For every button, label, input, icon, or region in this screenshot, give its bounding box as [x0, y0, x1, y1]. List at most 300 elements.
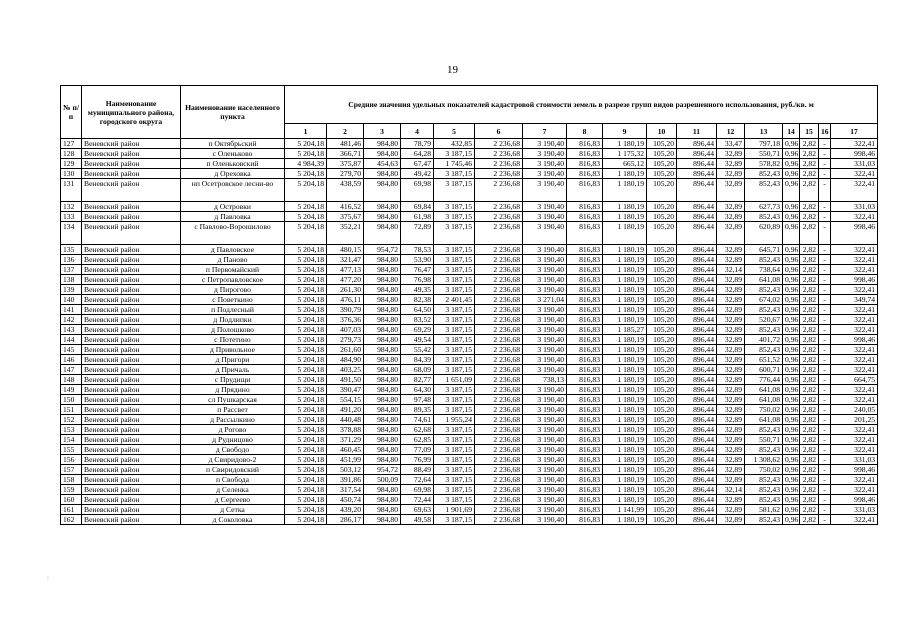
value-cell-group-5: 3 187,15 — [434, 325, 475, 335]
value-cell-group-17: 664,75 — [831, 375, 878, 385]
value-cell-group-15: 2,82 — [800, 345, 819, 355]
value-cell-group-16: - — [819, 395, 831, 405]
value-cell-group-15: 2,82 — [800, 275, 819, 285]
value-cell-group-16: - — [819, 335, 831, 345]
value-cell-group-2: 440,48 — [327, 415, 364, 425]
municipality-cell: Веневский район — [82, 169, 181, 179]
value-cell-group-6: 2 236,68 — [475, 222, 523, 245]
settlement-cell: д Пригори — [181, 355, 285, 365]
value-cell-group-17: 322,41 — [831, 315, 878, 325]
value-cell-group-14: 0,96 — [783, 295, 800, 305]
page-number: 19 — [447, 64, 458, 76]
municipality-cell: Веневский район — [82, 345, 181, 355]
value-cell-group-3: 984,80 — [364, 505, 401, 515]
value-cell-group-14: 0,96 — [783, 212, 800, 222]
row-number: 141 — [61, 305, 82, 315]
value-cell-group-15: 2,82 — [800, 285, 819, 295]
value-cell-group-9: 1 180,19 — [603, 445, 647, 455]
value-cell-group-11: 896,44 — [677, 415, 717, 425]
value-cell-group-12: 32,89 — [717, 325, 745, 335]
value-cell-group-11: 896,44 — [677, 149, 717, 159]
value-cell-group-16: - — [819, 202, 831, 212]
value-cell-group-1: 5 204,18 — [285, 395, 327, 405]
value-cell-group-16: - — [819, 345, 831, 355]
value-cell-group-7: 3 190,40 — [523, 139, 567, 149]
municipality-cell: Веневский район — [82, 335, 181, 345]
value-cell-group-17: 322,41 — [831, 212, 878, 222]
row-number: 149 — [61, 385, 82, 395]
value-cell-group-5: 3 187,15 — [434, 245, 475, 255]
value-cell-group-14: 0,96 — [783, 285, 800, 295]
value-cell-group-8: 816,83 — [567, 485, 603, 495]
settlement-cell: п Рассвет — [181, 405, 285, 415]
value-cell-group-10: 105,20 — [647, 315, 677, 325]
value-cell-group-4: 64,30 — [401, 385, 434, 395]
table-row — [61, 202, 878, 212]
value-cell-group-1: 5 204,18 — [285, 385, 327, 395]
value-cell-group-16: - — [819, 445, 831, 455]
table-row — [61, 425, 878, 435]
value-cell-group-13: 852,43 — [745, 345, 783, 355]
value-cell-group-15: 2,82 — [800, 169, 819, 179]
row-number: 138 — [61, 275, 82, 285]
row-number: 161 — [61, 505, 82, 515]
value-cell-group-13: 520,67 — [745, 315, 783, 325]
value-cell-group-6: 2 236,68 — [475, 485, 523, 495]
value-cell-group-1: 5 204,18 — [285, 179, 327, 202]
value-cell-group-1: 5 204,18 — [285, 139, 327, 149]
value-cell-group-14: 0,96 — [783, 255, 800, 265]
value-cell-group-2: 554,15 — [327, 395, 364, 405]
value-cell-group-5: 2 401,45 — [434, 295, 475, 305]
value-cell-group-7: 3 190,40 — [523, 149, 567, 159]
value-cell-group-14: 0,96 — [783, 149, 800, 159]
value-cell-group-16: - — [819, 222, 831, 245]
value-cell-group-17: 322,41 — [831, 255, 878, 265]
value-cell-group-13: 852,43 — [745, 169, 783, 179]
value-cell-group-12: 32,89 — [717, 425, 745, 435]
value-cell-group-16: - — [819, 515, 831, 525]
value-cell-group-10: 105,20 — [647, 245, 677, 255]
value-cell-group-15: 2,82 — [800, 325, 819, 335]
header-group-14: 14 — [783, 124, 800, 139]
value-cell-group-6: 2 236,68 — [475, 405, 523, 415]
value-cell-group-1: 5 204,18 — [285, 212, 327, 222]
value-cell-group-3: 984,80 — [364, 445, 401, 455]
value-cell-group-14: 0,96 — [783, 415, 800, 425]
value-cell-group-4: 68,09 — [401, 365, 434, 375]
value-cell-group-14: 0,96 — [783, 305, 800, 315]
settlement-cell: с Павлово-Ворошилово — [181, 222, 285, 245]
value-cell-group-17: 331,03 — [831, 505, 878, 515]
table-row — [61, 305, 878, 315]
header-group-2: 2 — [327, 124, 364, 139]
value-cell-group-11: 896,44 — [677, 395, 717, 405]
value-cell-group-11: 896,44 — [677, 475, 717, 485]
value-cell-group-2: 391,86 — [327, 475, 364, 485]
value-cell-group-7: 3 190,40 — [523, 485, 567, 495]
row-number: 139 — [61, 285, 82, 295]
table-row — [61, 325, 878, 335]
value-cell-group-4: 82,38 — [401, 295, 434, 305]
value-cell-group-15: 2,82 — [800, 255, 819, 265]
settlement-cell: д Селенка — [181, 485, 285, 495]
value-cell-group-5: 3 187,15 — [434, 305, 475, 315]
value-cell-group-6: 2 236,68 — [475, 212, 523, 222]
value-cell-group-1: 5 204,18 — [285, 455, 327, 465]
value-cell-group-4: 89,35 — [401, 405, 434, 415]
value-cell-group-12: 32,89 — [717, 275, 745, 285]
value-cell-group-1: 5 204,18 — [285, 475, 327, 485]
value-cell-group-17: 322,41 — [831, 445, 878, 455]
value-cell-group-1: 5 204,18 — [285, 305, 327, 315]
value-cell-group-16: - — [819, 475, 831, 485]
value-cell-group-15: 2,82 — [800, 425, 819, 435]
row-number: 147 — [61, 365, 82, 375]
value-cell-group-15: 2,82 — [800, 265, 819, 275]
value-cell-group-15: 2,82 — [800, 295, 819, 305]
value-cell-group-9: 1 180,19 — [603, 345, 647, 355]
header-settlement: Наименование населенного пункта — [181, 86, 285, 139]
value-cell-group-11: 896,44 — [677, 485, 717, 495]
value-cell-group-12: 32,89 — [717, 515, 745, 525]
value-cell-group-8: 816,83 — [567, 295, 603, 305]
value-cell-group-1: 5 204,18 — [285, 335, 327, 345]
municipality-cell: Веневский район — [82, 485, 181, 495]
value-cell-group-6: 2 236,68 — [475, 285, 523, 295]
municipality-cell: Веневский район — [82, 495, 181, 505]
value-cell-group-5: 3 187,15 — [434, 405, 475, 415]
value-cell-group-7: 3 190,40 — [523, 455, 567, 465]
value-cell-group-10: 105,20 — [647, 485, 677, 495]
value-cell-group-6: 2 236,68 — [475, 365, 523, 375]
value-cell-group-15: 2,82 — [800, 149, 819, 159]
table-row — [61, 355, 878, 365]
table-row — [61, 285, 878, 295]
value-cell-group-6: 2 236,68 — [475, 139, 523, 149]
value-cell-group-9: 1 180,19 — [603, 295, 647, 305]
value-cell-group-5: 3 187,15 — [434, 149, 475, 159]
municipality-cell: Веневский район — [82, 455, 181, 465]
header-group-12: 12 — [717, 124, 745, 139]
municipality-cell: Веневский район — [82, 202, 181, 212]
value-cell-group-10: 105,20 — [647, 169, 677, 179]
value-cell-group-17: 322,41 — [831, 179, 878, 202]
value-cell-group-11: 896,44 — [677, 159, 717, 169]
settlement-cell: с Петропавловское — [181, 275, 285, 285]
value-cell-group-5: 3 187,15 — [434, 355, 475, 365]
header-group-4: 4 — [401, 124, 434, 139]
settlement-cell: д Прядино — [181, 385, 285, 395]
value-cell-group-3: 984,80 — [364, 485, 401, 495]
row-number: 152 — [61, 415, 82, 425]
value-cell-group-1: 5 204,18 — [285, 325, 327, 335]
row-number: 153 — [61, 425, 82, 435]
value-cell-group-16: - — [819, 149, 831, 159]
settlement-cell: п Первомайский — [181, 265, 285, 275]
value-cell-group-15: 2,82 — [800, 202, 819, 212]
value-cell-group-13: 578,82 — [745, 159, 783, 169]
value-cell-group-14: 0,96 — [783, 375, 800, 385]
value-cell-group-13: 620,89 — [745, 222, 783, 245]
value-cell-group-9: 1 180,19 — [603, 285, 647, 295]
table-row — [61, 505, 878, 515]
value-cell-group-11: 896,44 — [677, 385, 717, 395]
municipality-cell: Веневский район — [82, 315, 181, 325]
value-cell-group-15: 2,82 — [800, 405, 819, 415]
municipality-cell: Веневский район — [82, 445, 181, 455]
settlement-cell: п Свобода — [181, 475, 285, 485]
value-cell-group-12: 32,89 — [717, 305, 745, 315]
value-cell-group-10: 105,20 — [647, 159, 677, 169]
row-number: 160 — [61, 495, 82, 505]
value-cell-group-16: - — [819, 159, 831, 169]
value-cell-group-17: 998,46 — [831, 335, 878, 345]
table-row — [61, 159, 878, 169]
value-cell-group-11: 896,44 — [677, 285, 717, 295]
value-cell-group-9: 1 180,19 — [603, 275, 647, 285]
value-cell-group-15: 2,82 — [800, 485, 819, 495]
value-cell-group-12: 32,89 — [717, 445, 745, 455]
value-cell-group-2: 366,71 — [327, 149, 364, 159]
value-cell-group-17: 201,25 — [831, 415, 878, 425]
header-values-caption: Средние значения удельных показателей кадастровой стоимости земель в разрезе групп видов разрешенного использования, руб./кв. м — [285, 86, 878, 124]
value-cell-group-13: 852,43 — [745, 325, 783, 335]
table-row — [61, 415, 878, 425]
municipality-cell: Веневский район — [82, 505, 181, 515]
table-row — [61, 179, 878, 202]
value-cell-group-11: 896,44 — [677, 365, 717, 375]
value-cell-group-6: 2 236,68 — [475, 375, 523, 385]
value-cell-group-13: 738,64 — [745, 265, 783, 275]
header-group-10: 10 — [647, 124, 677, 139]
value-cell-group-7: 3 190,40 — [523, 159, 567, 169]
value-cell-group-7: 3 190,40 — [523, 335, 567, 345]
value-cell-group-2: 477,20 — [327, 275, 364, 285]
value-cell-group-15: 2,82 — [800, 515, 819, 525]
value-cell-group-8: 816,83 — [567, 285, 603, 295]
header-group-6: 6 — [475, 124, 523, 139]
row-number: 157 — [61, 465, 82, 475]
value-cell-group-6: 2 236,68 — [475, 465, 523, 475]
value-cell-group-12: 32,89 — [717, 415, 745, 425]
value-cell-group-4: 49,42 — [401, 169, 434, 179]
value-cell-group-13: 750,02 — [745, 465, 783, 475]
cadastral-value-table — [60, 85, 878, 525]
value-cell-group-7: 3 190,40 — [523, 365, 567, 375]
value-cell-group-3: 984,80 — [364, 335, 401, 345]
value-cell-group-9: 1 180,19 — [603, 435, 647, 445]
value-cell-group-3: 984,80 — [364, 395, 401, 405]
value-cell-group-5: 3 187,15 — [434, 365, 475, 375]
value-cell-group-12: 32,89 — [717, 202, 745, 212]
value-cell-group-6: 2 236,68 — [475, 345, 523, 355]
value-cell-group-15: 2,82 — [800, 395, 819, 405]
value-cell-group-14: 0,96 — [783, 335, 800, 345]
value-cell-group-6: 2 236,68 — [475, 385, 523, 395]
row-number: 142 — [61, 315, 82, 325]
value-cell-group-5: 3 187,15 — [434, 485, 475, 495]
value-cell-group-7: 3 190,40 — [523, 255, 567, 265]
value-cell-group-8: 816,83 — [567, 222, 603, 245]
value-cell-group-1: 5 204,18 — [285, 315, 327, 325]
municipality-cell: Веневский район — [82, 222, 181, 245]
value-cell-group-2: 438,59 — [327, 179, 364, 202]
value-cell-group-8: 816,83 — [567, 275, 603, 285]
value-cell-group-16: - — [819, 385, 831, 395]
value-cell-group-17: 322,41 — [831, 305, 878, 315]
value-cell-group-5: 3 187,15 — [434, 515, 475, 525]
value-cell-group-1: 5 204,18 — [285, 515, 327, 525]
value-cell-group-3: 984,80 — [364, 222, 401, 245]
value-cell-group-16: - — [819, 295, 831, 305]
value-cell-group-12: 32,89 — [717, 385, 745, 395]
value-cell-group-12: 32,89 — [717, 475, 745, 485]
value-cell-group-14: 0,96 — [783, 435, 800, 445]
table-row — [61, 295, 878, 305]
municipality-cell: Веневский район — [82, 425, 181, 435]
row-number: 155 — [61, 445, 82, 455]
value-cell-group-5: 3 187,15 — [434, 465, 475, 475]
value-cell-group-7: 3 190,40 — [523, 445, 567, 455]
value-cell-group-6: 2 236,68 — [475, 275, 523, 285]
value-cell-group-16: - — [819, 275, 831, 285]
value-cell-group-10: 105,20 — [647, 345, 677, 355]
value-cell-group-1: 5 204,18 — [285, 465, 327, 475]
value-cell-group-13: 852,43 — [745, 475, 783, 485]
value-cell-group-14: 0,96 — [783, 495, 800, 505]
value-cell-group-12: 32,89 — [717, 149, 745, 159]
value-cell-group-13: 641,08 — [745, 275, 783, 285]
value-cell-group-8: 816,83 — [567, 315, 603, 325]
value-cell-group-1: 5 204,18 — [285, 485, 327, 495]
municipality-cell: Веневский район — [82, 355, 181, 365]
value-cell-group-11: 896,44 — [677, 179, 717, 202]
value-cell-group-4: 82,77 — [401, 375, 434, 385]
value-cell-group-5: 3 187,15 — [434, 395, 475, 405]
header-municipality: Наименование муниципального района, городского округа — [82, 86, 181, 139]
value-cell-group-1: 5 204,18 — [285, 365, 327, 375]
value-cell-group-2: 375,87 — [327, 159, 364, 169]
value-cell-group-5: 3 187,15 — [434, 275, 475, 285]
value-cell-group-11: 896,44 — [677, 169, 717, 179]
value-cell-group-4: 55,42 — [401, 345, 434, 355]
value-cell-group-11: 896,44 — [677, 505, 717, 515]
value-cell-group-12: 32,89 — [717, 179, 745, 202]
header-group-7: 7 — [523, 124, 567, 139]
table-row — [61, 495, 878, 505]
value-cell-group-7: 738,13 — [523, 375, 567, 385]
municipality-cell: Веневский район — [82, 325, 181, 335]
value-cell-group-16: - — [819, 139, 831, 149]
value-cell-group-12: 32,89 — [717, 465, 745, 475]
value-cell-group-2: 279,73 — [327, 335, 364, 345]
value-cell-group-2: 450,74 — [327, 495, 364, 505]
header-group-8: 8 — [567, 124, 603, 139]
value-cell-group-11: 896,44 — [677, 315, 717, 325]
value-cell-group-4: 61,98 — [401, 212, 434, 222]
value-cell-group-9: 1 180,19 — [603, 395, 647, 405]
value-cell-group-3: 954,72 — [364, 465, 401, 475]
value-cell-group-17: 322,41 — [831, 425, 878, 435]
value-cell-group-4: 76,98 — [401, 275, 434, 285]
row-number: 132 — [61, 202, 82, 212]
value-cell-group-7: 3 190,40 — [523, 495, 567, 505]
table-row — [61, 485, 878, 495]
value-cell-group-8: 816,83 — [567, 169, 603, 179]
table-row — [61, 385, 878, 395]
value-cell-group-13: 852,43 — [745, 179, 783, 202]
value-cell-group-6: 2 236,68 — [475, 435, 523, 445]
value-cell-group-16: - — [819, 505, 831, 515]
value-cell-group-7: 3 190,40 — [523, 435, 567, 445]
value-cell-group-16: - — [819, 265, 831, 275]
table-row — [61, 465, 878, 475]
table-row — [61, 149, 878, 159]
row-number: 154 — [61, 435, 82, 445]
value-cell-group-3: 984,80 — [364, 265, 401, 275]
value-cell-group-16: - — [819, 375, 831, 385]
value-cell-group-17: 322,41 — [831, 345, 878, 355]
value-cell-group-15: 2,82 — [800, 435, 819, 445]
settlement-cell: д Павловка — [181, 212, 285, 222]
value-cell-group-2: 279,70 — [327, 169, 364, 179]
value-cell-group-4: 78,53 — [401, 245, 434, 255]
value-cell-group-10: 105,20 — [647, 222, 677, 245]
value-cell-group-12: 32,89 — [717, 159, 745, 169]
table-row — [61, 365, 878, 375]
value-cell-group-11: 896,44 — [677, 212, 717, 222]
value-cell-group-10: 105,20 — [647, 505, 677, 515]
value-cell-group-16: - — [819, 425, 831, 435]
settlement-cell: д Сергеево — [181, 495, 285, 505]
value-cell-group-5: 3 187,15 — [434, 169, 475, 179]
header-group-16: 16 — [819, 124, 831, 139]
value-cell-group-3: 984,80 — [364, 149, 401, 159]
value-cell-group-11: 896,44 — [677, 139, 717, 149]
settlement-cell: д Свободо — [181, 445, 285, 455]
value-cell-group-13: 641,08 — [745, 415, 783, 425]
value-cell-group-13: 852,43 — [745, 445, 783, 455]
value-cell-group-6: 2 236,68 — [475, 325, 523, 335]
value-cell-group-17: 998,46 — [831, 495, 878, 505]
row-number: 145 — [61, 345, 82, 355]
value-cell-group-6: 2 236,68 — [475, 305, 523, 315]
header-group-9: 9 — [603, 124, 647, 139]
value-cell-group-1: 4 984,39 — [285, 159, 327, 169]
value-cell-group-9: 1 180,19 — [603, 255, 647, 265]
value-cell-group-17: 322,41 — [831, 365, 878, 375]
value-cell-group-11: 896,44 — [677, 375, 717, 385]
value-cell-group-17: 322,41 — [831, 395, 878, 405]
value-cell-group-1: 5 204,18 — [285, 355, 327, 365]
value-cell-group-2: 317,54 — [327, 485, 364, 495]
value-cell-group-17: 322,41 — [831, 355, 878, 365]
value-cell-group-5: 1 745,46 — [434, 159, 475, 169]
value-cell-group-4: 84,39 — [401, 355, 434, 365]
value-cell-group-6: 2 236,68 — [475, 395, 523, 405]
value-cell-group-4: 49,58 — [401, 515, 434, 525]
header-group-3: 3 — [364, 124, 401, 139]
value-cell-group-14: 0,96 — [783, 315, 800, 325]
value-cell-group-10: 105,20 — [647, 515, 677, 525]
value-cell-group-4: 69,98 — [401, 485, 434, 495]
value-cell-group-8: 816,83 — [567, 365, 603, 375]
value-cell-group-17: 998,46 — [831, 222, 878, 245]
value-cell-group-10: 105,20 — [647, 149, 677, 159]
value-cell-group-14: 0,96 — [783, 475, 800, 485]
row-number: 146 — [61, 355, 82, 365]
